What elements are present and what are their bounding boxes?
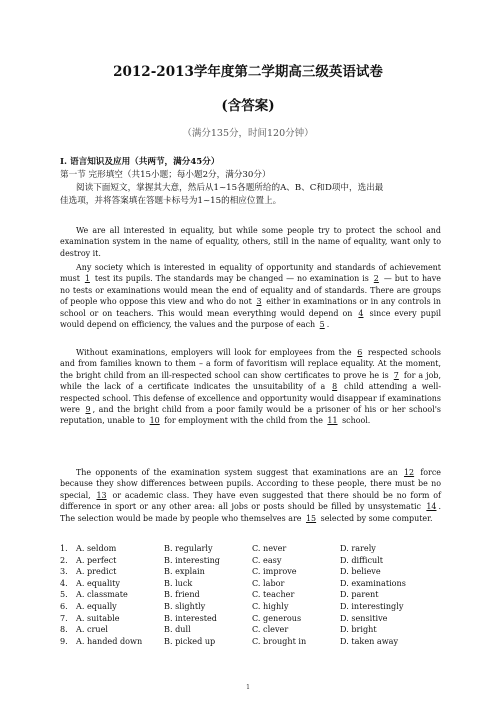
question-number: 9.	[60, 635, 68, 646]
option-row-5	[60, 589, 440, 601]
option-a[interactable]: A. equally	[76, 600, 117, 611]
section-heading: I. 语言知识及应用（共两节，满分45分）	[60, 157, 220, 167]
option-a[interactable]: A. predict	[76, 566, 117, 577]
option-d[interactable]: D. taken away	[340, 635, 399, 646]
blank-11: 11	[327, 416, 338, 426]
option-b[interactable]: B. picked up	[164, 635, 216, 646]
blank-1: 1	[84, 274, 90, 284]
page-number: 1	[246, 684, 250, 691]
option-row-2	[60, 555, 440, 567]
option-c[interactable]: C. brought in	[252, 635, 307, 646]
option-a[interactable]: A. suitable	[76, 612, 120, 623]
passage-paragraph-3: Without examinations, employers will look for employees from the 6 respected schools and from families known to them – a form of favoritism will replace equality. At the moment, the bright child from an ill-respected school can show certificates to prove he is 7 for a job, while the lack of a certificate indicates the unsuitability of a 8 child attending a well-respected school. This defense of excellence and opportunity would disappear if examinations were 9 , and the bright child from a poor family would be a prisoner of his or her school's reputation, unable to 10 for employment with the child from the 11 school.	[60, 348, 442, 426]
instruction-line-1: 阅读下面短文，掌握其大意，然后从1~15各题所给的A、B、C和D项中，选出最	[76, 183, 384, 193]
option-row-1	[60, 543, 440, 555]
option-c[interactable]: C. highly	[252, 600, 289, 611]
passage-paragraph-2: Any society which is interested in equality of opportunity and standards of achievement must 1 test its pupils. The standards may be changed — no examination is 2 — but to have no tests or examinations would mean the end of equality and of standards. There are groups of people who oppose this view and who do not 3 either in examinations or in any controls in school or on teachers. This would mean everything would depend on 4 since every pupil would depend on efficiency, the values and the purpose of each 5 .	[60, 263, 441, 330]
question-number: 3.	[60, 566, 68, 577]
blank-6: 6	[357, 348, 363, 357]
option-b[interactable]: B. slightly	[164, 600, 206, 611]
option-a[interactable]: A. classmate	[76, 589, 128, 600]
option-d[interactable]: D. examinations	[340, 577, 406, 588]
blank-5: 5	[319, 320, 325, 330]
option-a[interactable]: A. perfect	[76, 554, 117, 565]
blank-3: 3	[256, 297, 262, 307]
part-heading: 第一节 完形填空（共15小题；每小题2分，满分30分）	[60, 170, 271, 180]
blank-13: 13	[96, 490, 107, 500]
option-row-3	[60, 566, 440, 578]
option-c[interactable]: C. labor	[252, 577, 285, 588]
option-d[interactable]: D. interestingly	[340, 600, 404, 611]
option-b[interactable]: B. regularly	[164, 543, 213, 553]
option-row-6	[60, 601, 440, 613]
blank-12: 12	[403, 468, 415, 477]
option-c[interactable]: C. teacher	[252, 589, 295, 600]
blank-15: 15	[305, 513, 317, 523]
blank-8: 8	[332, 382, 338, 392]
question-number: 2.	[60, 554, 68, 565]
blank-7: 7	[393, 370, 399, 380]
blank-14: 14	[426, 502, 437, 512]
passage-paragraph-1: We are all interested in equality, but while some people try to protect the school and examination system in the name of equality, others, still in the name of equality, want only to destroy it.	[60, 226, 441, 258]
option-c[interactable]: C. never	[252, 543, 287, 553]
option-b[interactable]: B. friend	[164, 589, 200, 600]
options-list	[60, 543, 440, 647]
option-d[interactable]: D. rarely	[340, 543, 376, 553]
option-b[interactable]: B. interested	[164, 612, 217, 623]
option-row-8	[60, 624, 440, 636]
question-number: 6.	[60, 600, 68, 611]
exam-subtitle: (含答案)	[221, 98, 275, 114]
question-number: 5.	[60, 589, 68, 600]
option-b[interactable]: B. interesting	[164, 554, 220, 565]
option-a[interactable]: A. cruel	[76, 624, 108, 635]
option-b[interactable]: B. explain	[164, 566, 205, 577]
question-number: 4.	[60, 577, 68, 588]
blank-2: 2	[373, 274, 379, 284]
option-c[interactable]: C. generous	[252, 612, 302, 623]
exam-title: 2012-2013学年度第二学期高三级英语试卷	[113, 64, 383, 80]
option-row-4	[60, 578, 440, 590]
option-d[interactable]: D. difficult	[340, 554, 384, 565]
option-c[interactable]: C. easy	[252, 554, 282, 565]
blank-10: 10	[149, 416, 160, 426]
option-a[interactable]: A. seldom	[76, 543, 117, 553]
option-c[interactable]: C. clever	[252, 624, 289, 635]
option-row-9	[60, 636, 440, 648]
question-number: 1.	[60, 543, 68, 553]
blank-4: 4	[358, 308, 364, 318]
option-a[interactable]: A. equality	[76, 577, 121, 588]
option-d[interactable]: D. believe	[340, 566, 381, 577]
option-c[interactable]: C. improve	[252, 566, 297, 577]
option-d[interactable]: D. parent	[340, 589, 379, 600]
question-number: 7.	[60, 612, 68, 623]
option-b[interactable]: B. luck	[164, 577, 193, 588]
option-row-7	[60, 613, 440, 625]
passage-paragraph-4: The opponents of the examination system suggest that examinations are an 12 force because they show differences between pupils. According to these people, there must be no special, 13 or academic class. They have even suggested that there should be no form of difference in sport or any other area: all jobs or posts should be filled by unsystematic 14 . The selection would be made by people who themselves are 15 selected by some computer.	[60, 468, 441, 523]
option-a[interactable]: A. handed down	[76, 635, 143, 646]
option-d[interactable]: D. bright	[340, 624, 377, 635]
exam-meta: （满分135分，时间120分钟）	[182, 128, 314, 139]
blank-9: 9	[85, 405, 91, 415]
option-d[interactable]: D. sensitive	[340, 612, 388, 623]
option-b[interactable]: B. dull	[164, 624, 191, 635]
question-number: 8.	[60, 624, 68, 635]
instruction-line-2: 佳选项，并将答案填在答题卡标号为1~15的相应位置上。	[60, 196, 282, 206]
